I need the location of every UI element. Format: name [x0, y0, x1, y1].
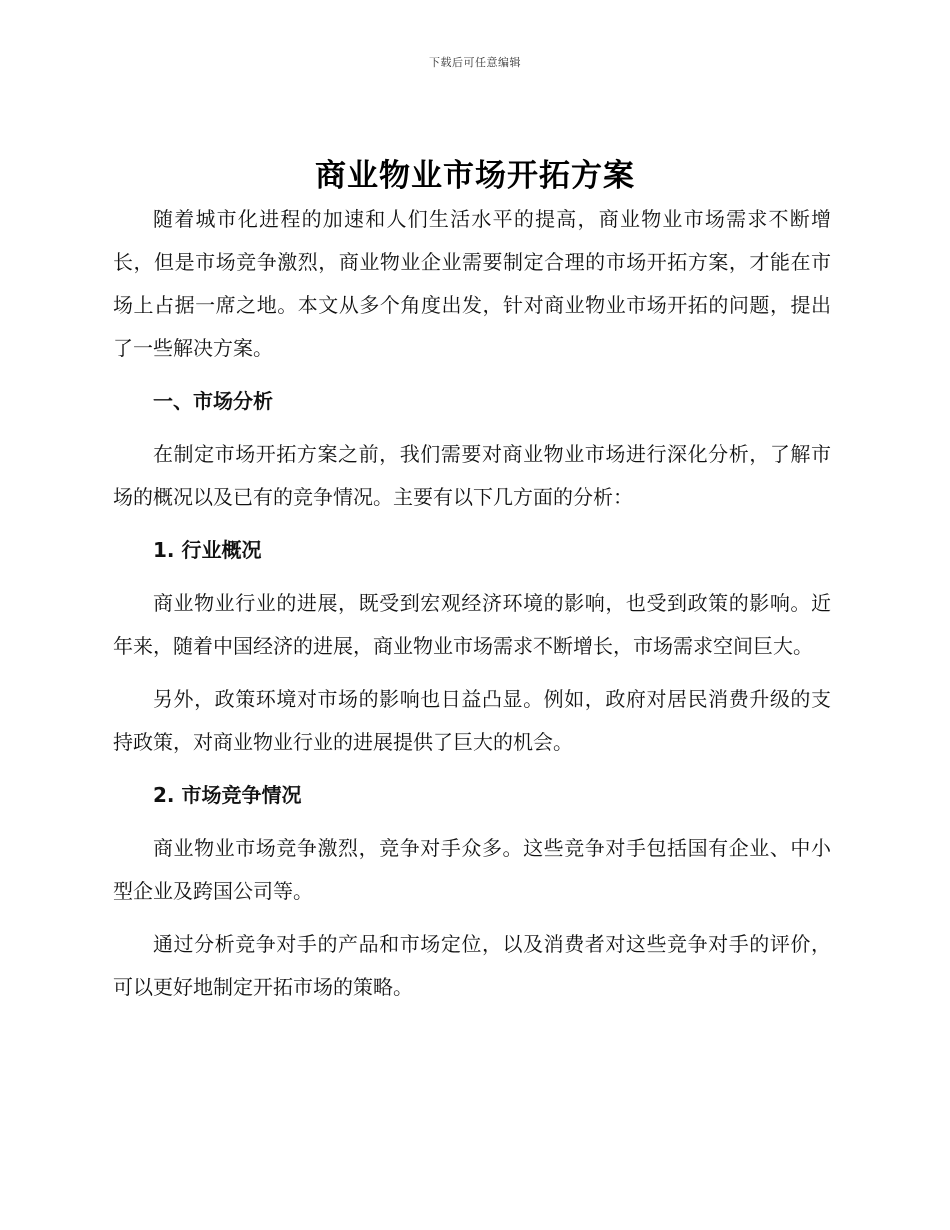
intro-paragraph: 随着城市化进程的加速和人们生活水平的提高，商业物业市场需求不断增长，但是市场竞争激烈，商业物业企业需要制定合理的市场开拓方案，才能在市场上占据一席之地。本文从多个角度出发，针对商业物业市场开拓的问题，提出了一些解决方案。	[113, 207, 831, 360]
subheading-industry-overview: 1. 行业概况	[153, 538, 262, 562]
spacer	[113, 370, 831, 380]
spacer	[113, 913, 831, 923]
market-competition-paragraph-1: 商业物业市场竞争激烈，竞争对手众多。这些竞争对手包括国有企业、中小型企业及跨国公司等。	[113, 836, 831, 903]
spacer	[113, 668, 831, 678]
industry-overview-paragraph-1: 商业物业行业的进展，既受到宏观经济环境的影响，也受到政策的影响。近年来，随着中国经济的进展，商业物业市场需求不断增长，市场需求空间巨大。	[113, 591, 831, 658]
market-analysis-paragraph: 在制定市场开拓方案之前，我们需要对商业物业市场进行深化分析，了解市场的概况以及已有的竞争情况。主要有以下几方面的分析：	[113, 442, 831, 509]
industry-overview-paragraph-2: 另外，政策环境对市场的影响也日益凸显。例如，政府对居民消费升级的支持政策，对商业物业行业的进展提供了巨大的机会。	[113, 687, 831, 754]
subheading-market-competition: 2. 市场竞争情况	[153, 783, 302, 807]
market-competition-paragraph-2: 通过分析竞争对手的产品和市场定位，以及消费者对这些竞争对手的评价，可以更好地制定开拓市场的策略。	[113, 932, 831, 999]
spacer	[113, 423, 831, 433]
spacer	[113, 764, 831, 774]
spacer	[113, 817, 831, 827]
spacer	[113, 572, 831, 582]
header-note: 下载后可任意编辑	[429, 56, 521, 69]
spacer	[113, 519, 831, 529]
document-title: 商业物业市场开拓方案	[315, 158, 635, 194]
section-heading-market-analysis: 一、市场分析	[153, 389, 273, 413]
document-body	[113, 198, 831, 1009]
